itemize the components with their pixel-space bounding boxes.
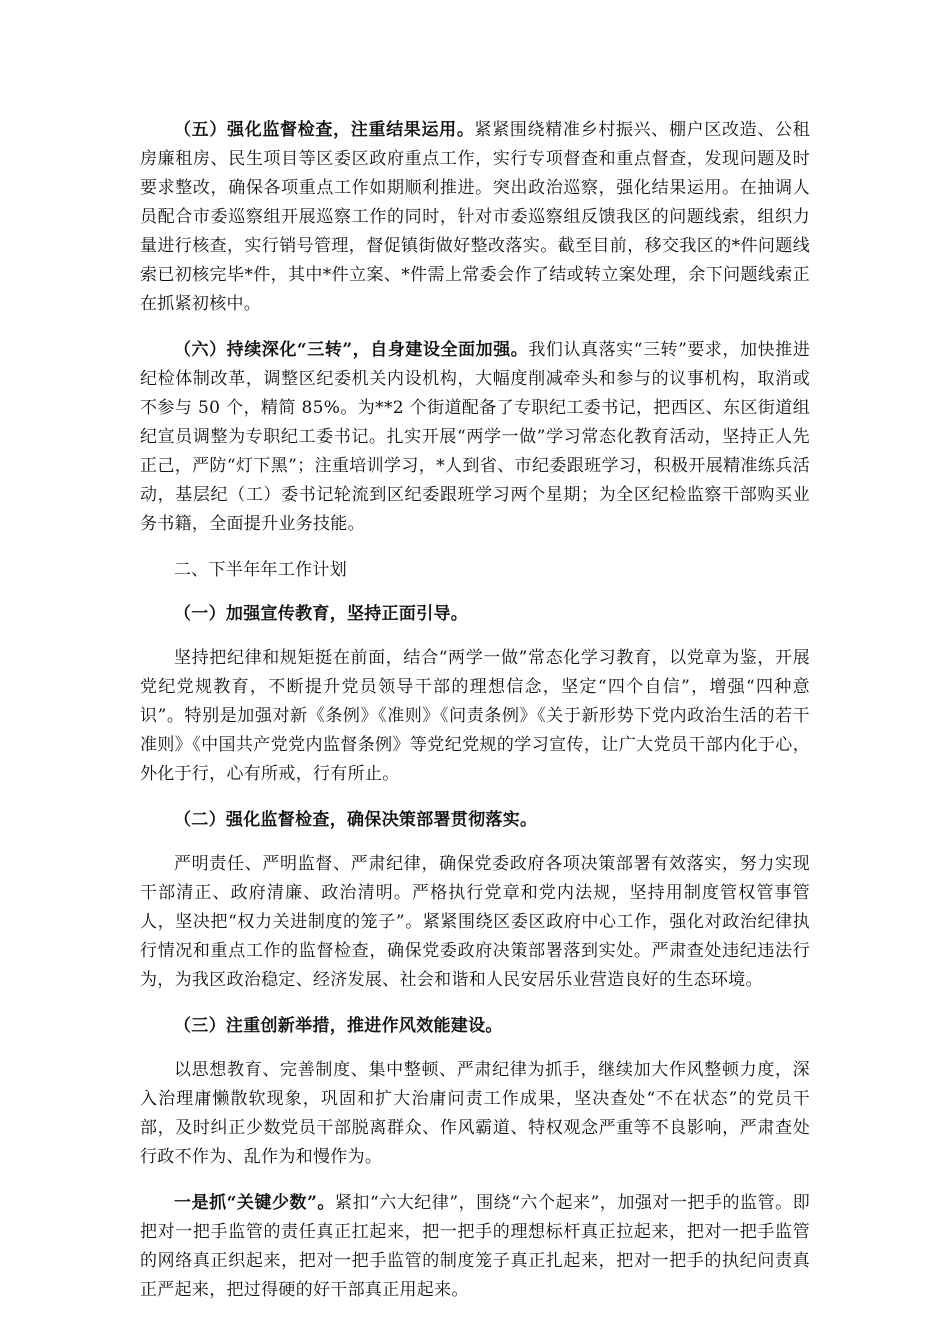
heading-3-work-style-efficiency <box>140 1012 810 1041</box>
paragraph-body: 紧紧围绕精准乡村振兴、棚户区改造、公租房廉租房、民生项目等区委区政府重点工作，实行专项督查和重点督查，发现问题及时要求整改，确保各项重点工作如期顺利推进。突出政治巡察，强化结果运用。在抽调人员配合市委巡察组开展巡察工作的同时，针对市委巡察组反馈我区的问题线索，组织力量进行核查，实行销号管理，督促镇街做好整改落实。截至目前，移交我区的*件问题线索已初核完毕*件，其中*件立案、*件需上常委会作了结或转立案处理，余下问题线索正在抓紧初核中。 <box>140 120 810 314</box>
paragraph-key-minority <box>140 1189 810 1305</box>
section-title-second-half-plan <box>140 556 810 585</box>
paragraph-body: 紧扣“六大纪律”，围绕“六个起来”，加强对一把手的监管。即把对一把手监管的责任真正扛起来，把一把手的理想标杆真正拉起来，把对一把手监管的网络真正织起来，把对一把手监管的制度笼子真正扎起来，把对一把手的执纪问责真正严起来，把过得硬的好干部真正用起来。 <box>140 1193 810 1300</box>
heading-2-supervision-implementation <box>140 806 810 835</box>
paragraph-body: 严明责任、严明监督、严肃纪律，确保党委政府各项决策部署有效落实，努力实现干部清正、政府清廉、政治清明。严格执行党章和党内法规，坚持用制度管权管事管人，坚决把“权力关进制度的笼子”。紧紧围绕区委区政府中心工作，强化对政治纪律执行情况和重点工作的监督检查，确保党委政府决策部署落到实处。严肃查处违纪违法行为，为我区政治稳定、经济发展、社会和谐和人民安居乐业营造良好的生态环境。 <box>140 854 810 990</box>
paragraph-lead: （五）强化监督检查，注重结果运用。 <box>174 120 475 140</box>
paragraph-lead: （六）持续深化“三转”，自身建设全面加强。 <box>174 340 529 360</box>
heading-1-publicity-education <box>140 600 810 629</box>
paragraph-lead: 一是抓“关键少数”。 <box>174 1193 335 1213</box>
section-title: 二、下半年年工作计划 <box>174 560 347 580</box>
paragraph-publicity-education <box>140 644 810 789</box>
paragraph-6-three-transformations <box>140 336 810 539</box>
paragraph-work-style-efficiency <box>140 1056 810 1172</box>
paragraph-supervision-implementation <box>140 850 810 995</box>
paragraph-body: 坚持把纪律和规矩挺在前面，结合“两学一做”常态化学习教育，以党章为鉴，开展党纪党规教育，不断提升党员领导干部的理想信念，坚定“四个自信”，增强“四种意识”。特别是加强对新《条例》《准则》《问责条例》《关于新形势下党内政治生活的若干准则》《中国共产党党内监督条例》等党纪党规的学习宣传，让广大党员干部内化于心，外化于行，心有所戒，行有所止。 <box>140 648 810 784</box>
paragraph-body: 我们认真落实“三转”要求，加快推进纪检体制改革，调整区纪委机关内设机构，大幅度削减牵头和参与的议事机构，取消或不参与 50 个，精简 85%。为**2 个街道配备了专职纪工委书记，把西区、东区街道组纪宣员调整为专职纪工委书记。扎实开展“两学一做”学习常态化教育活动，坚持正人先正己，严防“灯下黑”；注重培训学习，*人到省、市纪委跟班学习，积极开展精准练兵活动，基层纪（工）委书记轮流到区纪委跟班学习两个星期；为全区纪检监察干部购买业务书籍，全面提升业务技能。 <box>140 340 811 534</box>
paragraph-body: 以思想教育、完善制度、集中整顿、严肃纪律为抓手，继续加大作风整顿力度，深入治理庸懒散软现象，巩固和扩大治庸问责工作成果，坚决查处“不在状态”的党员干部，及时纠正少数党员干部脱离群众、作风霸道、特权观念严重等不良影响，严肃查处行政不作为、乱作为和慢作为。 <box>140 1060 810 1167</box>
paragraph-lead: （一）加强宣传教育，坚持正面引导。 <box>174 604 469 624</box>
paragraph-5-supervision-results <box>140 116 810 319</box>
paragraph-lead: （二）强化监督检查，确保决策部署贯彻落实。 <box>174 810 538 830</box>
document-page <box>140 116 810 1322</box>
paragraph-lead: （三）注重创新举措，推进作风效能建设。 <box>174 1016 503 1036</box>
